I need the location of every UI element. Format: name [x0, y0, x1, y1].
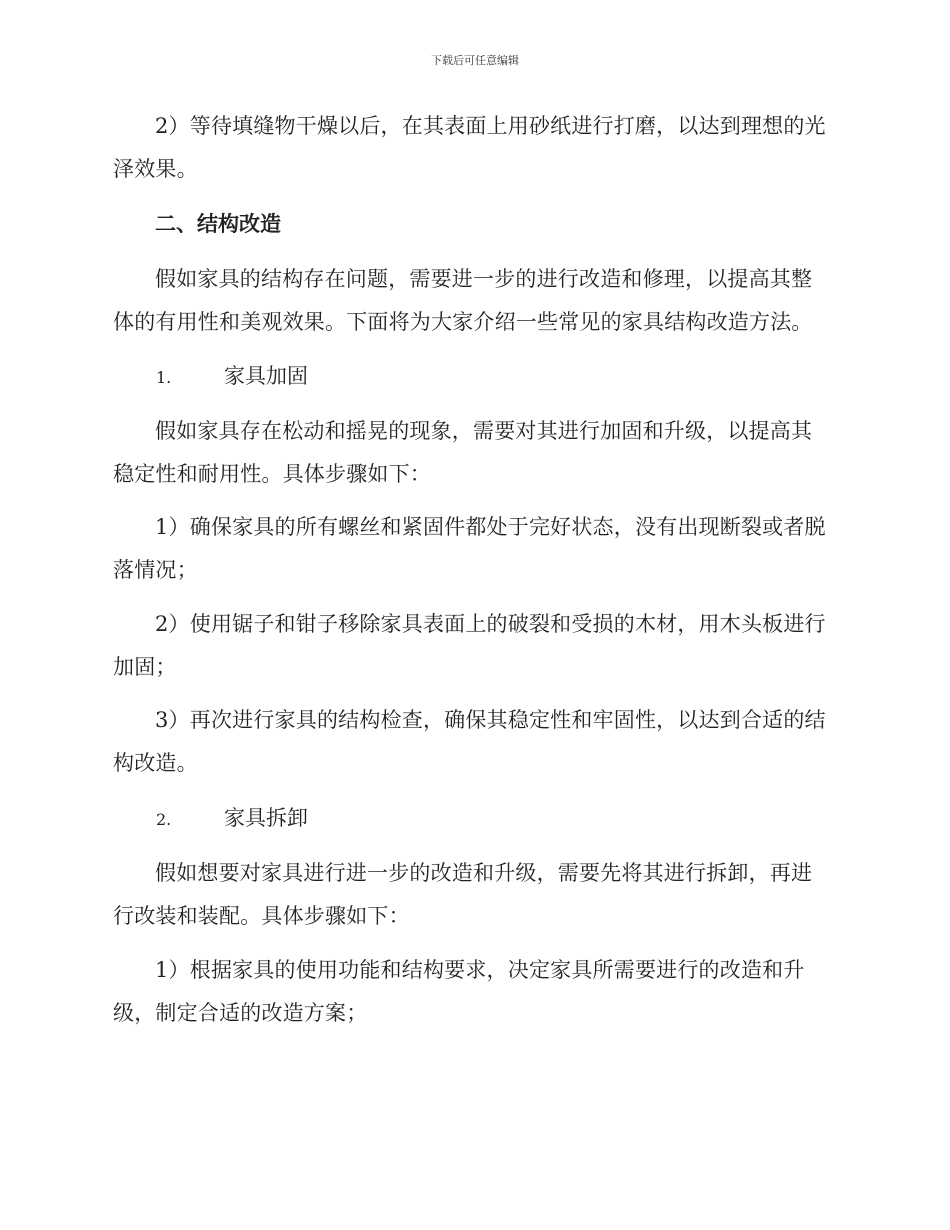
- paragraph-disassemble-intro: 假如想要对家具进行进一步的改造和升级，需要先将其进行拆卸，再进行改装和装配。具体步骤如下：: [113, 861, 813, 928]
- list-number: 1.: [156, 368, 172, 387]
- list-item-label: 家具加固: [224, 364, 308, 388]
- section-heading-structure: 二、结构改造: [155, 212, 281, 236]
- paragraph-fill-drying: 2）等待填缝物干燥以后，在其表面上用砂纸进行打磨，以达到理想的光泽效果。: [113, 114, 826, 181]
- paragraph-step-plan: 1）根据家具的使用功能和结构要求，决定家具所需要进行的改造和升级，制定合适的改造方案；: [113, 958, 805, 1025]
- paragraph-step-check: 3）再次进行家具的结构检查，确保其稳定性和牢固性，以达到合适的结构改造。: [113, 708, 826, 775]
- list-item-reinforce: [156, 361, 308, 393]
- paragraph-reinforce-intro: 假如家具存在松动和摇晃的现象，需要对其进行加固和升级，以提高其稳定性和耐用性。具体步骤如下：: [113, 419, 813, 486]
- list-item-disassemble: [156, 803, 308, 835]
- page-header: 下载后可任意编辑: [431, 54, 519, 67]
- paragraph-step-saw: 2）使用锯子和钳子移除家具表面上的破裂和受损的木材，用木头板进行加固；: [113, 612, 826, 679]
- list-number: 2.: [156, 810, 172, 829]
- list-item-label: 家具拆卸: [224, 806, 308, 830]
- paragraph-step-screws: 1）确保家具的所有螺丝和紧固件都处于完好状态，没有出现断裂或者脱落情况；: [113, 515, 826, 582]
- paragraph-structure-intro: 假如家具的结构存在问题，需要进一步的进行改造和修理，以提高其整体的有用性和美观效果。下面将为大家介绍一些常见的家具结构改造方法。: [113, 267, 813, 334]
